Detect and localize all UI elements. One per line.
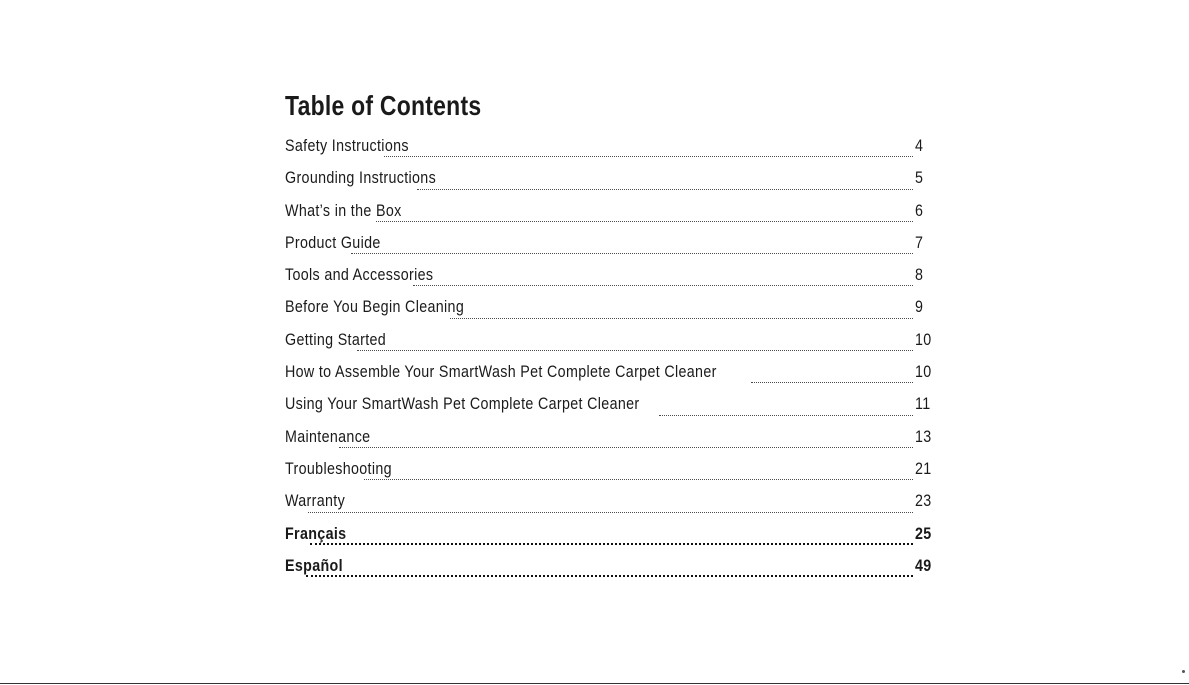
toc-entry-espanol[interactable]	[285, 556, 937, 588]
toc-entry-page: 10	[915, 362, 932, 382]
dot-leader	[310, 543, 913, 545]
toc-entry-label: Français	[285, 523, 347, 543]
toc-entry-label: Before You Begin Cleaning	[285, 297, 465, 317]
toc-entry-page: 6	[915, 200, 924, 220]
toc-entry-getting-started[interactable]	[285, 330, 937, 362]
toc-entry-francais[interactable]	[285, 524, 937, 556]
toc-entry-label: Using Your SmartWash Pet Complete Carpet Cleaner	[285, 394, 640, 414]
dot-leader	[306, 575, 913, 577]
dot-leader	[450, 318, 913, 319]
toc-entry-label: Maintenance	[285, 426, 371, 446]
dot-leader	[351, 253, 913, 254]
dot-leader	[413, 285, 913, 286]
toc-entry-page: 23	[915, 491, 932, 511]
toc-entry-label: What’s in the Box	[285, 200, 402, 220]
toc-entry-troubleshooting[interactable]	[285, 459, 937, 491]
toc-entry-page: 13	[915, 426, 932, 446]
toc-entry-page: 8	[915, 265, 924, 285]
dot-leader	[659, 415, 913, 416]
page-edge-mark	[1182, 670, 1185, 673]
dot-leader	[384, 156, 913, 157]
dot-leader	[339, 447, 913, 448]
dot-leader	[751, 382, 913, 383]
toc-entry-page: 5	[915, 168, 924, 188]
dot-leader	[417, 189, 913, 190]
toc-entry-label: Grounding Instructions	[285, 168, 437, 188]
toc-entry-warranty[interactable]	[285, 491, 937, 523]
toc-entry-page: 9	[915, 297, 924, 317]
toc-entry-page: 21	[915, 458, 932, 478]
toc-entry-label: Safety Instructions	[285, 136, 409, 155]
toc-entry-label: Getting Started	[285, 329, 387, 349]
toc-entry-before-you-begin-cleaning[interactable]	[285, 297, 937, 329]
toc-entry-page: 11	[915, 394, 931, 414]
toc-entry-page: 10	[915, 329, 932, 349]
toc-entry-maintenance[interactable]	[285, 427, 937, 459]
toc-entry-grounding-instructions[interactable]	[285, 168, 937, 200]
toc-list	[285, 136, 937, 588]
toc-entry-page: 4	[915, 136, 924, 155]
toc-entry-tools-and-accessories[interactable]	[285, 265, 937, 297]
toc-entry-label: Warranty	[285, 491, 346, 511]
toc-entry-using-your-smartwash[interactable]	[285, 394, 937, 426]
toc-entry-how-to-assemble[interactable]	[285, 362, 937, 394]
toc-entry-page: 49	[915, 555, 932, 575]
toc-entry-page: 7	[915, 232, 924, 252]
toc-entry-label: How to Assemble Your SmartWash Pet Complete Carpet Cleaner	[285, 362, 717, 382]
toc-title: Table of Contents	[285, 90, 482, 121]
toc-entry-label: Troubleshooting	[285, 458, 392, 478]
toc-entry-page: 25	[915, 523, 932, 543]
toc-entry-label: Tools and Accessories	[285, 265, 434, 285]
toc-entry-label: Product Guide	[285, 232, 381, 252]
toc-entry-safety-instructions[interactable]	[285, 136, 937, 168]
dot-leader	[357, 350, 913, 351]
toc-entry-label: Español	[285, 555, 343, 575]
footer-rule	[0, 683, 1189, 684]
dot-leader	[376, 221, 913, 222]
dot-leader	[308, 512, 913, 513]
table-of-contents	[285, 86, 937, 588]
dot-leader	[364, 479, 913, 480]
toc-entry-whats-in-the-box[interactable]	[285, 201, 937, 233]
toc-entry-product-guide[interactable]	[285, 233, 937, 265]
